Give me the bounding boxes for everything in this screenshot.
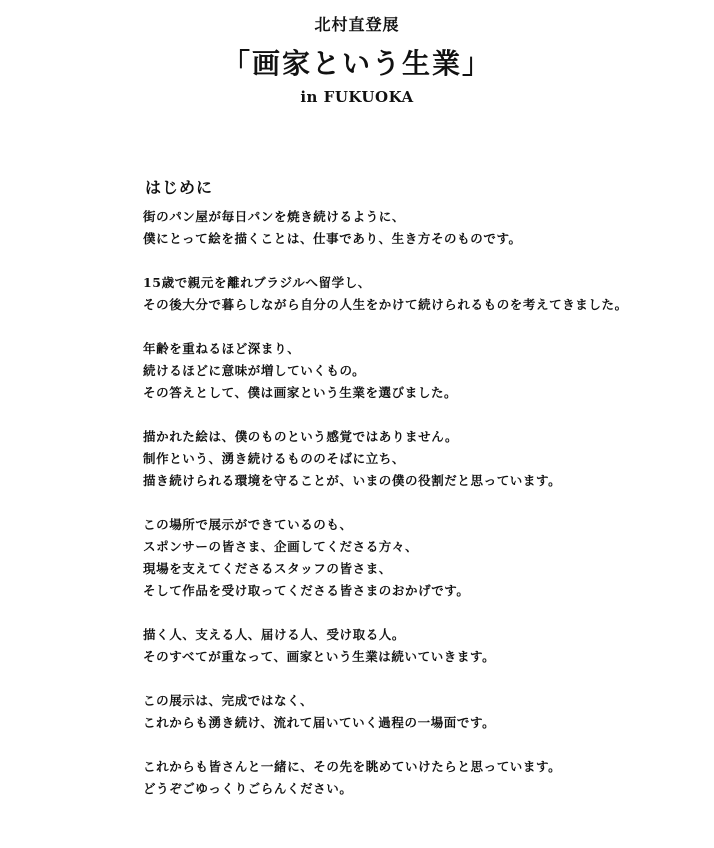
intro-heading: はじめに [145, 178, 214, 197]
intro-paragraph [143, 426, 703, 492]
paragraph-line: 街のパン屋が毎日パンを焼き続けるように、 [143, 209, 406, 224]
paragraph-line: 年齢を重ねるほど深まり、 [143, 341, 301, 356]
paragraph-line: これからも湧き続け、流れて届いていく過程の一場面です。 [143, 715, 496, 730]
intro-paragraph [143, 206, 703, 250]
paragraph-line: どうぞごゆっくりごらんください。 [143, 781, 353, 796]
intro-paragraph [143, 690, 703, 734]
paragraph-line: その答えとして、僕は画家という生業を選びました。 [143, 385, 458, 400]
exhibition-title: 「画家という生業」 [221, 47, 492, 80]
paragraph-line: 僕にとって絵を描くことは、仕事であり、生き方そのものです。 [143, 231, 522, 246]
intro-paragraph [143, 514, 703, 602]
intro-paragraph [143, 338, 703, 404]
exhibitor-name: 北村直登展 [314, 15, 400, 34]
paragraph-line: 制作という、湧き続けるもののそばに立ち、 [143, 451, 406, 466]
paragraph-line: スポンサーの皆さま、企画してくださる方々、 [143, 539, 419, 554]
paragraph-line: 15歳で親元を離れブラジルへ留学し、 [143, 275, 371, 290]
paragraph-line: 描く人、支える人、届ける人、受け取る人。 [143, 627, 406, 642]
paragraph-line: そのすべてが重なって、画家という生業は続いていきます。 [143, 649, 496, 664]
intro-paragraph [143, 756, 703, 800]
paragraph-line: 描かれた絵は、僕のものという感覚ではありません。 [143, 429, 459, 444]
paragraph-line: そして作品を受け取ってくださる皆さまのおかげです。 [143, 583, 470, 598]
intro-paragraph [143, 624, 703, 668]
paragraph-line: 現場を支えてくださるスタッフの皆さま、 [143, 561, 392, 576]
exhibition-location: in FUKUOKA [300, 88, 414, 106]
paragraph-line: 続けるほどに意味が増していくもの。 [143, 363, 366, 378]
paragraph-line: その後大分で暮らしながら自分の人生をかけて続けられるものを考えてきました。 [143, 297, 628, 312]
intro-body [143, 206, 703, 822]
paragraph-line: これからも皆さんと一緒に、その先を眺めていけたらと思っています。 [143, 759, 562, 774]
intro-paragraph [143, 272, 703, 316]
paragraph-line: この場所で展示ができているのも、 [143, 517, 353, 532]
paragraph-line: 描き続けられる環境を守ることが、いまの僕の役割だと思っています。 [143, 473, 562, 488]
paragraph-line: この展示は、完成ではなく、 [143, 693, 314, 708]
